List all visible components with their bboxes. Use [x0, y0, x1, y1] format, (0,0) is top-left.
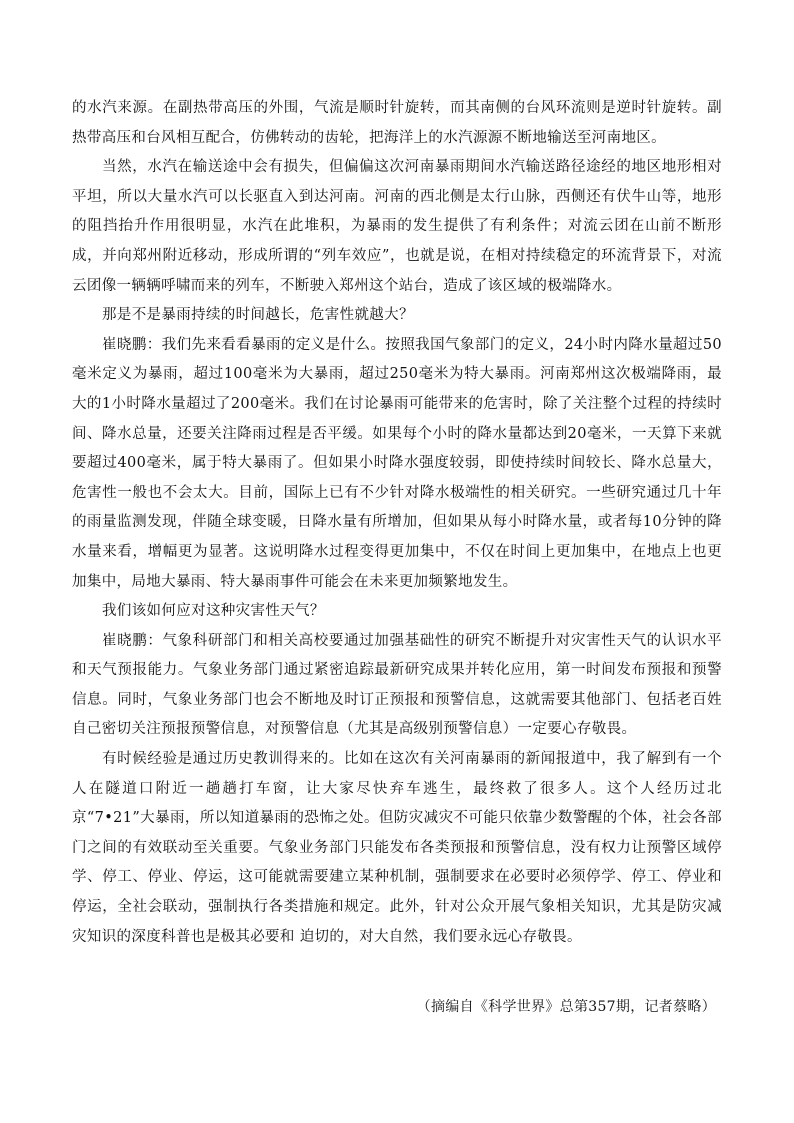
question-1: 那是不是暴雨持续的时间越长，危害性就越大？ [102, 307, 414, 324]
answer-2: 崔晓鹏：气象科研部门和相关高校要通过加强基础性的研究不断提升对灾害性天气的认识水平和天气预报能力。气象业务部门通过紧密追踪最新研究成果并转化应用，第一时间发布预报和预警信息。同时，气象业务部门也会不断地及时订正预报和预警信息，这就需要其他部门、包括老百姓自己密切关注预报预警信息，对预警信息（尤其是高级别预警信息）一定要心存敬畏。 [72, 632, 722, 738]
paragraph-1: 的水汽来源。在副热带高压的外围，气流是顺时针旋转，而其南侧的台风环流则是逆时针旋转。副热带高压和台风相互配合，仿佛转动的齿轮，把海洋上的水汽源源不断地输送至河南地区。 [72, 100, 722, 146]
article-body [72, 94, 722, 952]
paragraph-7: 有时候经验是通过历史教训得来的。比如在这次有关河南暴雨的新闻报道中，我了解到有一个人在隧道口附近一趟趟打车窗，让大家尽快弃车逃生，最终救了很多人。这个人经历过北京“7•21”大暴雨，所以知道暴雨的恐怖之处。但防灾减灾不可能只依靠少数警醒的个体，社会各部门之间的有效联动至关重要。气象业务部门只能发布各类预报和预警信息，没有权力让预警区域停学、停工、停业、停运，这可能就需要建立某种机制，强制要求在必要时必须停学、停工、停业和停运，全社会联动，强制执行各类措施和规定。此外，针对公众开展气象相关知识，尤其是防灾减灾知识的深度科普也是极其必要和 迫切的，对大自然，我们要永远心存敬畏。 [72, 751, 722, 945]
answer-1: 崔晓鹏：我们先来看看暴雨的定义是什么。按照我国气象部门的定义，24小时内降水量超过50毫米定义为暴雨，超过100毫米为大暴雨，超过250毫米为特大暴雨。河南郑州这次极端降雨，最大的1小时降水量超过了200毫米。我们在讨论暴雨可能带来的危害时，除了关注整个过程的持续时间、降水总量，还要关注降雨过程是否平缓。如果每个小时的降水量都达到20毫米，一天算下来就要超过400毫米，属于特大暴雨了。但如果小时降水强度较弱，即使持续时间较长、降水总量大，危害性一般也不会太大。目前，国际上已有不少针对降水极端性的相关研究。一些研究通过几十年的雨量监测发现，伴随全球变暖，日降水量有所增加，但如果从每小时降水量，或者每10分钟的降水量来看，增幅更为显著。这说明降水过程变得更加集中，不仅在时间上更加集中，在地点上也更加集中，局地大暴雨、特大暴雨事件可能会在未来更加频繁地发生。 [72, 336, 722, 590]
source-citation: （摘编自《科学世界》总第357期，记者蔡略） [416, 999, 716, 1015]
question-2: 我们该如何应对这种灾害性天气？ [102, 603, 325, 620]
paragraph-2: 当然，水汽在输送途中会有损失，但偏偏这次河南暴雨期间水汽输送路径途经的地区地形相对平坦，所以大量水汽可以长驱直入到达河南。河南的西北侧是太行山脉，西侧还有伏牛山等，地形的阻挡抬升作用很明显，水汽在此堆积，为暴雨的发生提供了有利条件；对流云团在山前不断形成，并向郑州附近移动，形成所谓的“列车效应”，也就是说，在相对持续稳定的环流背景下，对流云团像一辆辆呼啸而来的列车，不断驶入郑州这个站台，造成了该区域的极端降水。 [72, 159, 722, 294]
